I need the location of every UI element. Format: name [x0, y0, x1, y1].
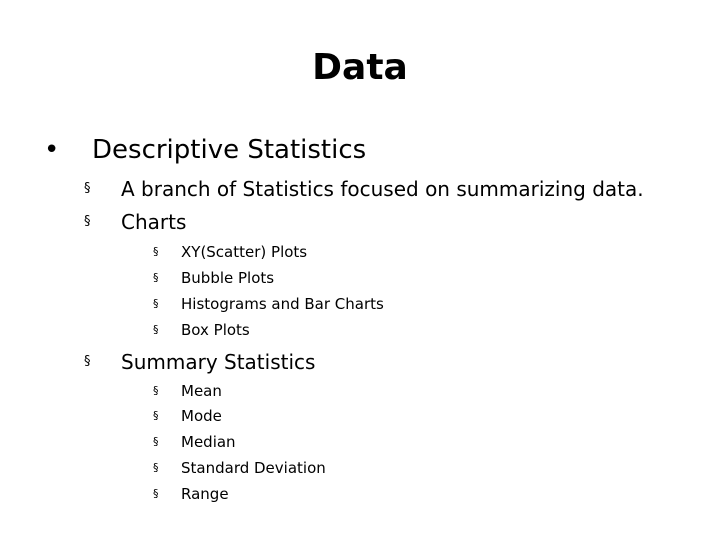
- bullet-item-summary-statistics: [0, 351, 720, 373]
- list-item: [0, 433, 720, 451]
- bullet-item-branch: [0, 178, 720, 200]
- summary-item-text: Mode: [181, 407, 222, 425]
- summary-item-text: Standard Deviation: [181, 459, 326, 477]
- slide-title: Data: [312, 47, 408, 88]
- bullet-item-descriptive-statistics: [0, 135, 720, 165]
- summary-label: Summary Statistics: [121, 350, 316, 374]
- summary-item-text: Mean: [181, 382, 222, 400]
- list-item: [0, 382, 720, 400]
- list-item: [0, 269, 720, 287]
- summary-item-text: Range: [181, 485, 229, 503]
- list-item: [0, 485, 720, 503]
- bullet-glyph: §: [153, 487, 159, 500]
- summary-item-text: Median: [181, 433, 236, 451]
- list-item: [0, 295, 720, 313]
- chart-item-text: Histograms and Bar Charts: [181, 295, 384, 313]
- bullet-glyph: §: [153, 323, 159, 336]
- chart-item-text: XY(Scatter) Plots: [181, 243, 308, 261]
- heading-descriptive-statistics: Descriptive Statistics: [92, 135, 367, 165]
- bullet-glyph: §: [153, 297, 159, 310]
- list-item: [0, 459, 720, 477]
- list-item: [0, 243, 720, 261]
- bullet-glyph: §: [153, 271, 159, 284]
- bullet-glyph: •: [44, 135, 60, 165]
- bullet-glyph: §: [153, 245, 159, 258]
- bullet-glyph: §: [84, 214, 91, 229]
- bullet-glyph: §: [153, 461, 159, 474]
- bullet-glyph: §: [84, 354, 91, 369]
- bullet-glyph: §: [153, 435, 159, 448]
- bullet-item-charts: [0, 211, 720, 233]
- charts-label: Charts: [121, 210, 187, 234]
- chart-item-text: Bubble Plots: [181, 269, 275, 287]
- bullet-glyph: §: [153, 384, 159, 397]
- branch-text: A branch of Statistics focused on summarizing data.: [121, 177, 644, 201]
- list-item: [0, 407, 720, 425]
- list-item: [0, 321, 720, 339]
- bullet-glyph: §: [153, 409, 159, 422]
- chart-item-text: Box Plots: [181, 321, 250, 339]
- bullet-glyph: §: [84, 181, 91, 196]
